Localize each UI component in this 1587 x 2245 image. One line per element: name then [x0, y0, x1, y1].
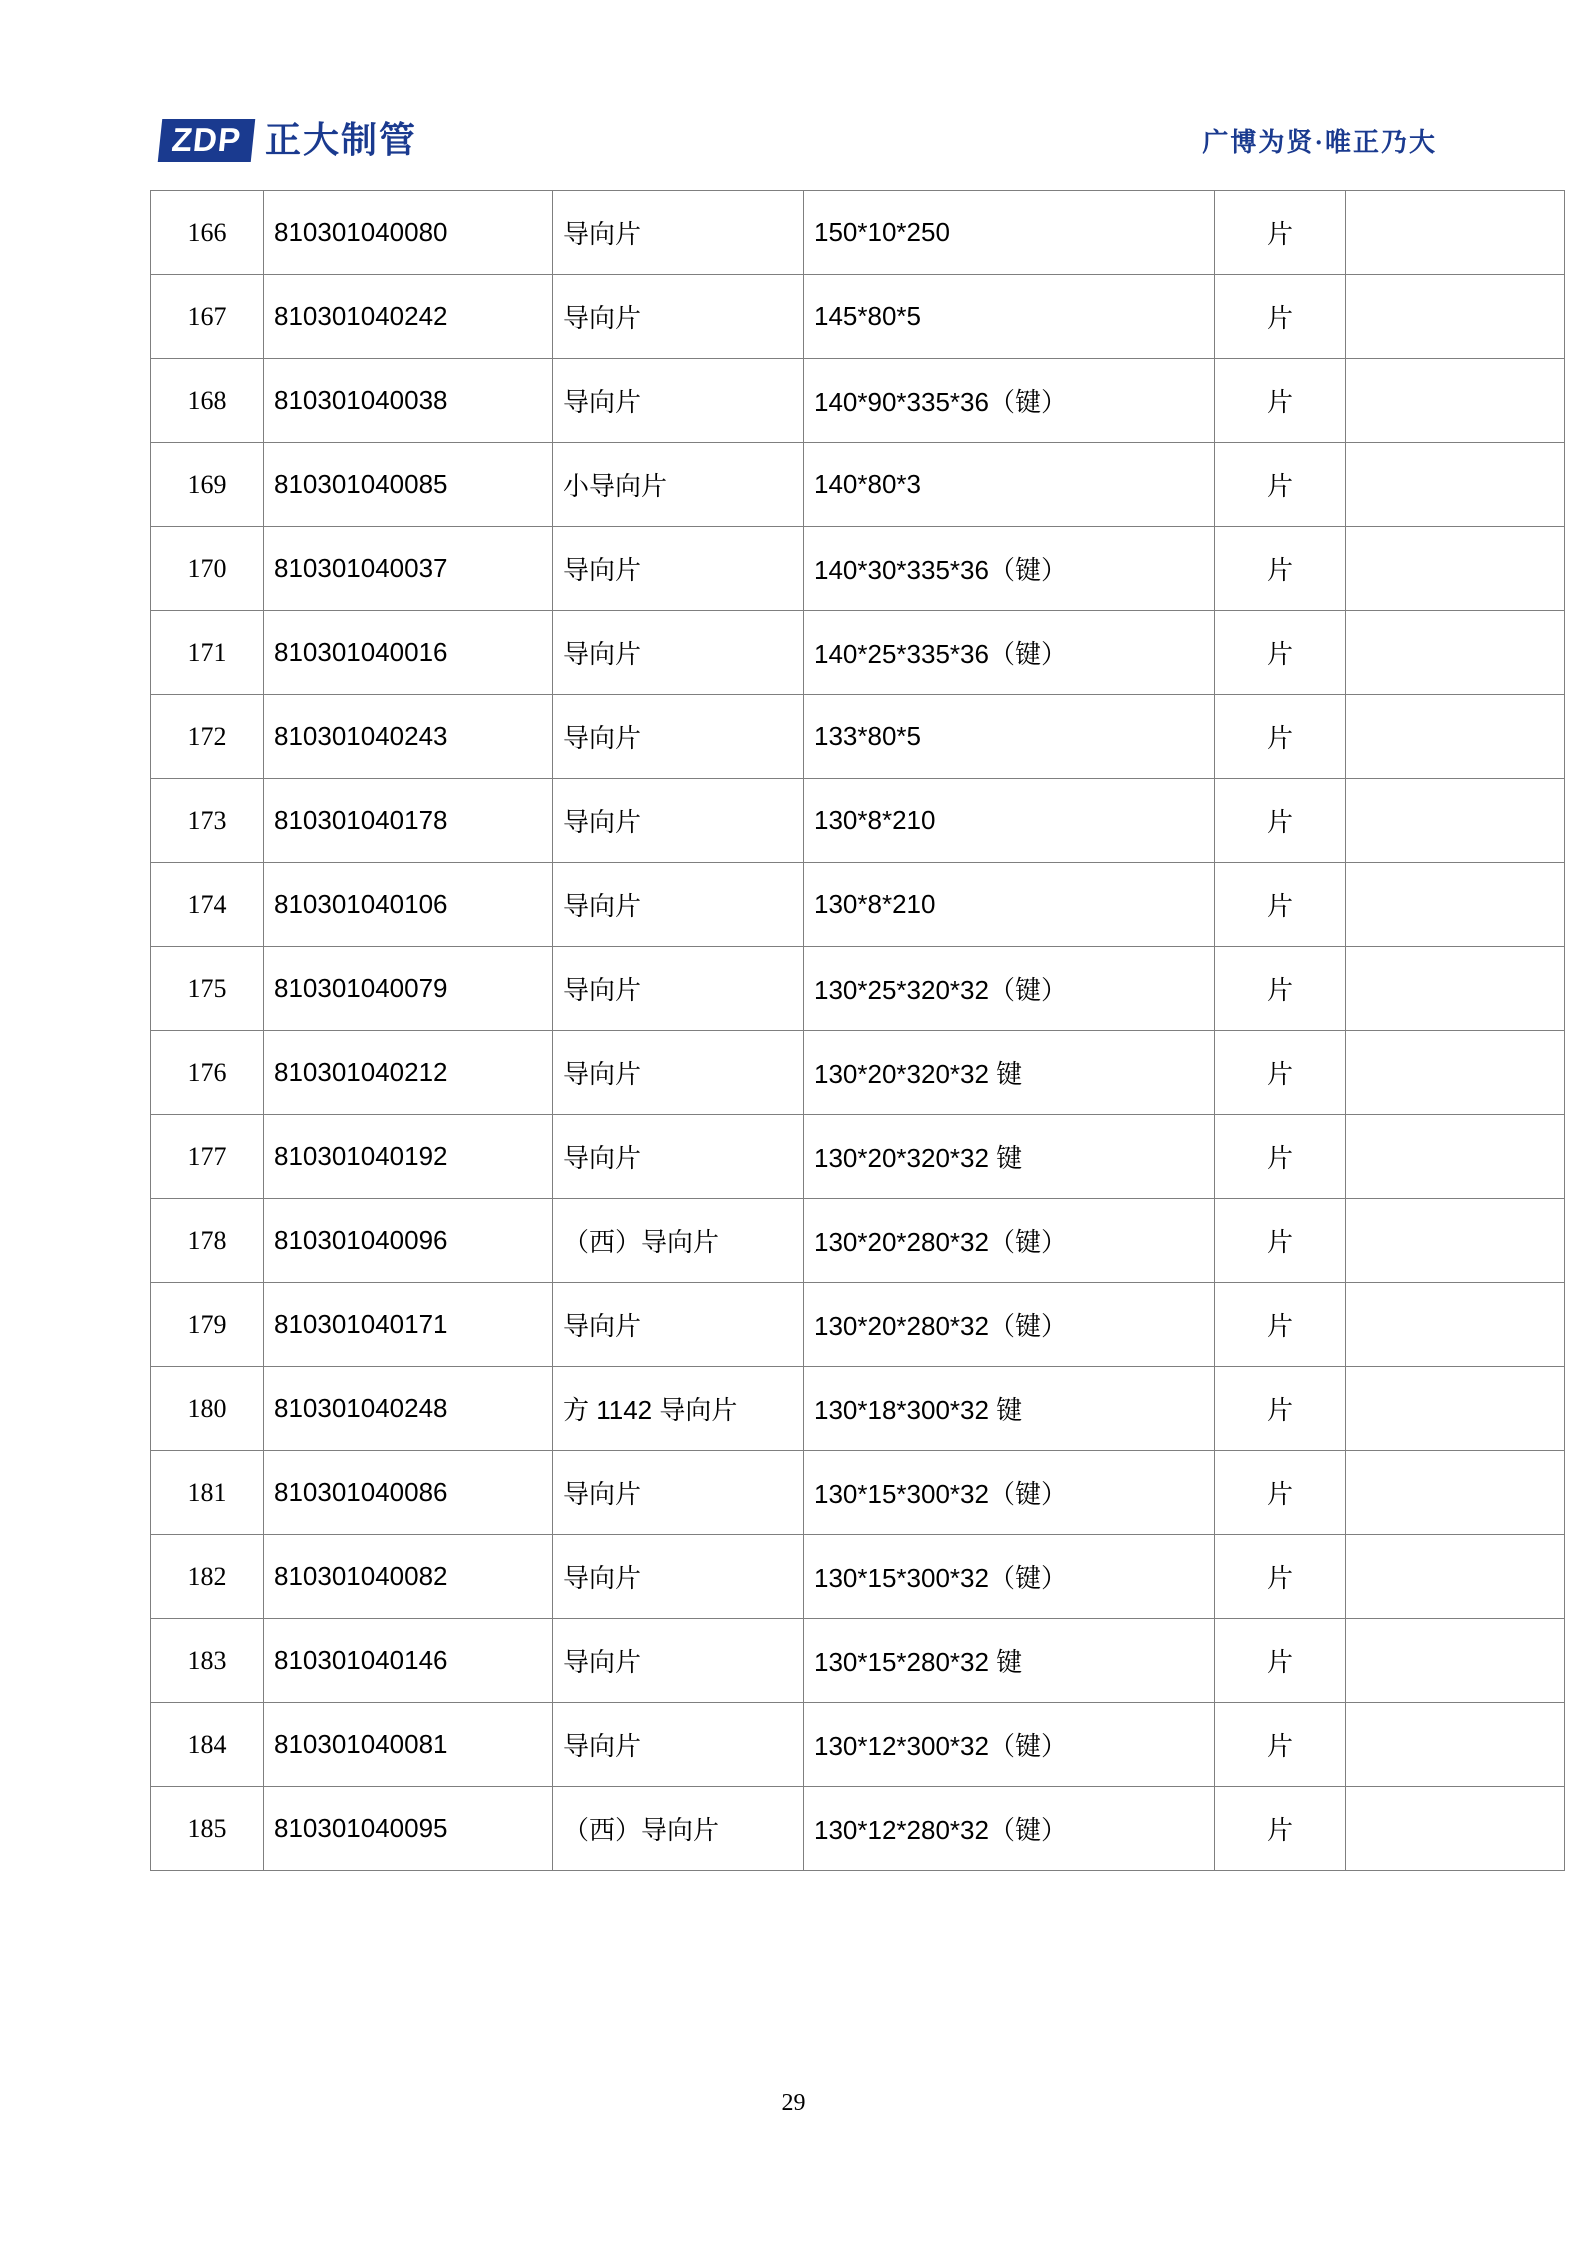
row-unit: 片: [1215, 1283, 1346, 1367]
table-row: [151, 191, 1565, 275]
row-blank: [1346, 779, 1565, 863]
row-unit: 片: [1215, 695, 1346, 779]
row-code: 810301040095: [264, 1787, 553, 1871]
company-logo: [160, 119, 417, 162]
row-index: 182: [151, 1535, 264, 1619]
row-blank: [1346, 1115, 1565, 1199]
row-unit: 片: [1215, 1619, 1346, 1703]
row-index: 172: [151, 695, 264, 779]
row-index: 180: [151, 1367, 264, 1451]
row-spec: 130*20*320*32 键: [804, 1031, 1215, 1115]
row-name: 导向片: [553, 779, 804, 863]
row-spec: 130*20*320*32 键: [804, 1115, 1215, 1199]
table-row: [151, 1535, 1565, 1619]
row-unit: 片: [1215, 1367, 1346, 1451]
table-row: [151, 1787, 1565, 1871]
table-row: [151, 1115, 1565, 1199]
row-index: 168: [151, 359, 264, 443]
row-unit: 片: [1215, 275, 1346, 359]
row-blank: [1346, 863, 1565, 947]
row-index: 174: [151, 863, 264, 947]
row-code: 810301040242: [264, 275, 553, 359]
row-code: 810301040085: [264, 443, 553, 527]
row-blank: [1346, 947, 1565, 1031]
row-code: 810301040178: [264, 779, 553, 863]
row-unit: 片: [1215, 443, 1346, 527]
row-blank: [1346, 443, 1565, 527]
row-spec: 130*8*210: [804, 779, 1215, 863]
row-code: 810301040080: [264, 191, 553, 275]
table-row: [151, 1703, 1565, 1787]
parts-table-body: [151, 191, 1565, 1871]
row-name: 导向片: [553, 527, 804, 611]
row-code: 810301040243: [264, 695, 553, 779]
row-index: 177: [151, 1115, 264, 1199]
row-blank: [1346, 695, 1565, 779]
row-code: 810301040016: [264, 611, 553, 695]
row-code: 810301040106: [264, 863, 553, 947]
company-name: 正大制管: [265, 119, 418, 160]
row-spec: 140*80*3: [804, 443, 1215, 527]
row-code: 810301040192: [264, 1115, 553, 1199]
row-name: 方 1142 导向片: [553, 1367, 804, 1451]
row-name: 导向片: [553, 947, 804, 1031]
row-spec: 130*15*280*32 键: [804, 1619, 1215, 1703]
row-blank: [1346, 1451, 1565, 1535]
row-name: 导向片: [553, 1451, 804, 1535]
table-row: [151, 1451, 1565, 1535]
row-code: 810301040038: [264, 359, 553, 443]
row-unit: 片: [1215, 1199, 1346, 1283]
row-code: 810301040248: [264, 1367, 553, 1451]
row-blank: [1346, 527, 1565, 611]
table-row: [151, 443, 1565, 527]
row-spec: 145*80*5: [804, 275, 1215, 359]
row-unit: 片: [1215, 1031, 1346, 1115]
table-row: [151, 359, 1565, 443]
row-code: 810301040037: [264, 527, 553, 611]
table-row: [151, 1283, 1565, 1367]
row-blank: [1346, 611, 1565, 695]
row-index: 173: [151, 779, 264, 863]
row-index: 170: [151, 527, 264, 611]
row-blank: [1346, 1703, 1565, 1787]
row-name: （西）导向片: [553, 1787, 804, 1871]
row-code: 810301040086: [264, 1451, 553, 1535]
row-blank: [1346, 1367, 1565, 1451]
page-number: 29: [781, 2090, 806, 2116]
row-spec: 130*12*280*32（键）: [804, 1787, 1215, 1871]
table-row: [151, 947, 1565, 1031]
row-code: 810301040096: [264, 1199, 553, 1283]
row-blank: [1346, 1031, 1565, 1115]
row-unit: 片: [1215, 1115, 1346, 1199]
row-blank: [1346, 1787, 1565, 1871]
row-name: 导向片: [553, 1619, 804, 1703]
row-blank: [1346, 1199, 1565, 1283]
table-row: [151, 863, 1565, 947]
row-spec: 140*90*335*36（键）: [804, 359, 1215, 443]
row-name: 导向片: [553, 695, 804, 779]
row-index: 179: [151, 1283, 264, 1367]
table-row: [151, 1367, 1565, 1451]
row-index: 171: [151, 611, 264, 695]
table-row: [151, 1199, 1565, 1283]
table-row: [151, 1031, 1565, 1115]
row-spec: 130*25*320*32（键）: [804, 947, 1215, 1031]
row-name: 导向片: [553, 275, 804, 359]
parts-table-container: [150, 190, 1438, 1871]
row-index: 166: [151, 191, 264, 275]
table-row: [151, 695, 1565, 779]
row-blank: [1346, 1619, 1565, 1703]
row-spec: 130*12*300*32（键）: [804, 1703, 1215, 1787]
row-spec: 133*80*5: [804, 695, 1215, 779]
row-unit: 片: [1215, 1535, 1346, 1619]
row-code: 810301040212: [264, 1031, 553, 1115]
row-index: 183: [151, 1619, 264, 1703]
row-index: 175: [151, 947, 264, 1031]
zdp-logo-icon: ZDP: [158, 119, 256, 162]
table-row: [151, 1619, 1565, 1703]
row-unit: 片: [1215, 863, 1346, 947]
row-blank: [1346, 1283, 1565, 1367]
row-index: 169: [151, 443, 264, 527]
table-row: [151, 779, 1565, 863]
row-index: 176: [151, 1031, 264, 1115]
row-code: 810301040171: [264, 1283, 553, 1367]
row-code: 810301040082: [264, 1535, 553, 1619]
row-index: 181: [151, 1451, 264, 1535]
row-spec: 150*10*250: [804, 191, 1215, 275]
row-code: 810301040081: [264, 1703, 553, 1787]
row-name: 导向片: [553, 1115, 804, 1199]
page-header: [160, 110, 1437, 170]
row-name: 导向片: [553, 1283, 804, 1367]
row-name: 导向片: [553, 1535, 804, 1619]
row-spec: 130*15*300*32（键）: [804, 1451, 1215, 1535]
row-name: 导向片: [553, 863, 804, 947]
row-unit: 片: [1215, 191, 1346, 275]
row-unit: 片: [1215, 611, 1346, 695]
table-row: [151, 275, 1565, 359]
row-name: 导向片: [553, 1703, 804, 1787]
row-index: 178: [151, 1199, 264, 1283]
row-blank: [1346, 275, 1565, 359]
row-unit: 片: [1215, 527, 1346, 611]
row-code: 810301040146: [264, 1619, 553, 1703]
row-spec: 130*20*280*32（键）: [804, 1199, 1215, 1283]
row-index: 167: [151, 275, 264, 359]
row-spec: 130*20*280*32（键）: [804, 1283, 1215, 1367]
row-spec: 130*18*300*32 键: [804, 1367, 1215, 1451]
row-blank: [1346, 1535, 1565, 1619]
row-unit: 片: [1215, 779, 1346, 863]
row-name: （西）导向片: [553, 1199, 804, 1283]
row-spec: 140*25*335*36（键）: [804, 611, 1215, 695]
row-spec: 130*15*300*32（键）: [804, 1535, 1215, 1619]
row-unit: 片: [1215, 1451, 1346, 1535]
company-slogan: 广博为贤·唯正乃大: [1202, 127, 1437, 157]
row-name: 导向片: [553, 191, 804, 275]
table-row: [151, 611, 1565, 695]
table-row: [151, 527, 1565, 611]
row-name: 导向片: [553, 611, 804, 695]
row-blank: [1346, 191, 1565, 275]
row-unit: 片: [1215, 1787, 1346, 1871]
parts-table: [150, 190, 1565, 1871]
row-unit: 片: [1215, 359, 1346, 443]
row-spec: 140*30*335*36（键）: [804, 527, 1215, 611]
row-index: 185: [151, 1787, 264, 1871]
row-name: 导向片: [553, 359, 804, 443]
row-spec: 130*8*210: [804, 863, 1215, 947]
row-unit: 片: [1215, 947, 1346, 1031]
row-code: 810301040079: [264, 947, 553, 1031]
row-name: 小导向片: [553, 443, 804, 527]
row-unit: 片: [1215, 1703, 1346, 1787]
row-name: 导向片: [553, 1031, 804, 1115]
row-index: 184: [151, 1703, 264, 1787]
row-blank: [1346, 359, 1565, 443]
